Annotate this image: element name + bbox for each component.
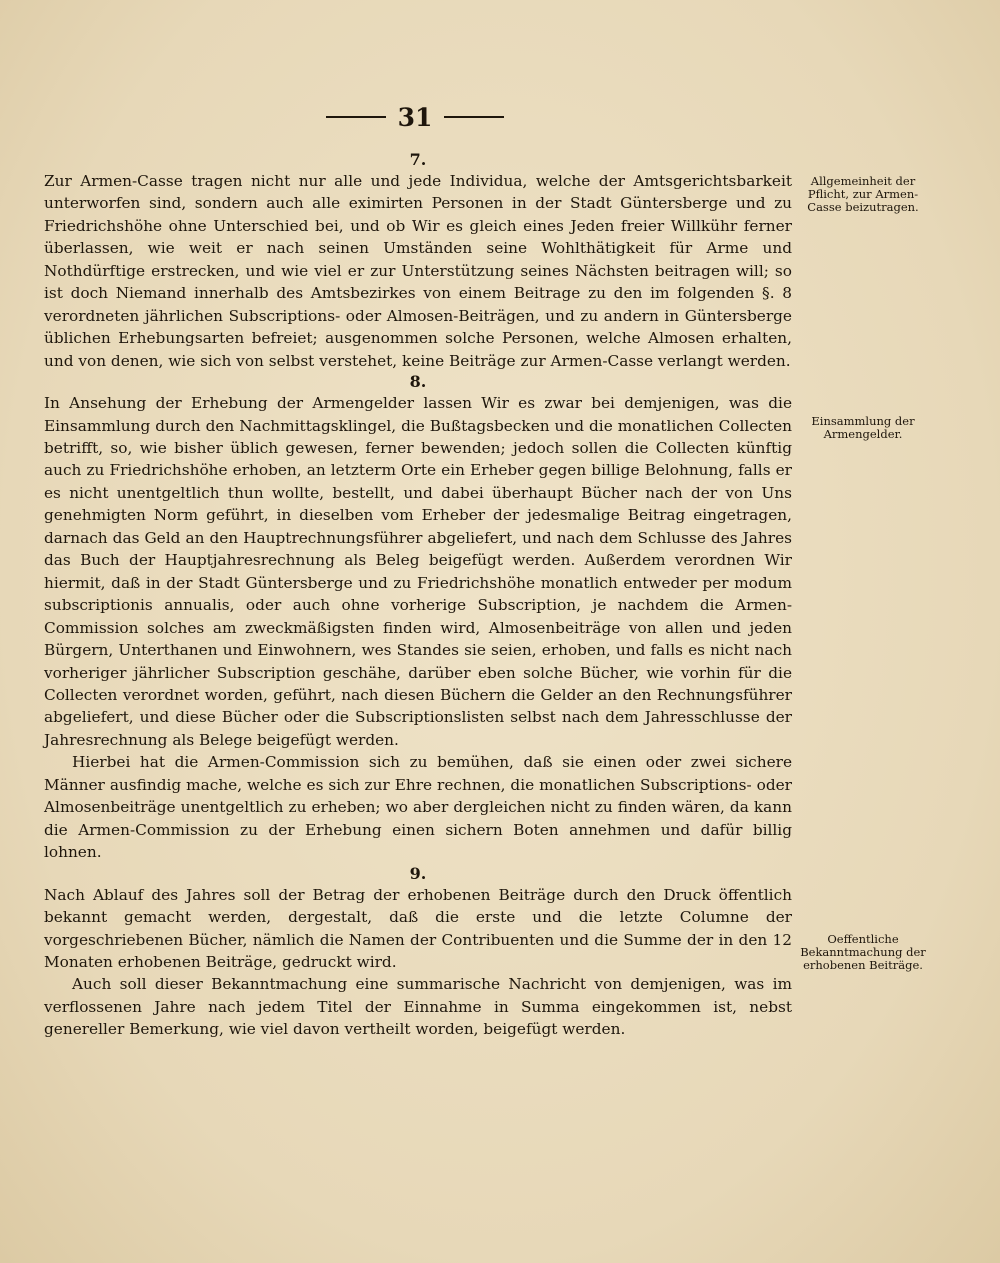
header-rule-right [444, 116, 504, 118]
page-header [300, 100, 530, 134]
header-rule-left [326, 116, 386, 118]
margin-note-section-8: Einsammlung der Armengelder. [811, 414, 915, 441]
section-number: 8. [409, 372, 427, 392]
paragraph: In Ansehung der Erhebung der Armengelder lassen Wir es zwar bei demjenigen, was die Einsammlung durch den Nachmittagsklingel, die Bußtagsbecken und die monatlichen Collecten betrifft, so, wie bisher üblich gewesen, ferner bewenden; jedoch sollen die Collecten künftig auch zu Friedrichshöhe erhoben, an letzterm Orte ein Erheber gegen billige Belohnung, falls er es nicht unentgeltlich thun wollte, bestellt, und dabei überhaupt Bücher nach der von Uns genehmigten Norm geführt, in dieselben vom Erheber der jedesmalige Beitrag eingetragen, darnach das Geld an den Hauptrechnungsführer abgeliefert, und nach dem Schlusse des Jahres das Buch der Hauptjahresrechnung als Beleg beigefügt werden. Außerdem verordnen Wir hiermit, daß in der Stadt Güntersberge und zu Friedrichshöhe monatlich entweder per modum subscriptionis annualis, oder auch ohne vorherige Subscription, je nachdem die Armen-Commission solches am zweckmäßigsten finden wird, Almosenbeiträge von allen und jeden Bürgern, Unterthanen und Einwohnern, wes Standes sie seien, erhoben, und falls es nicht nach vorheriger jährlicher Subscription geschähe, darüber eben solche Bücher, wie vorhin für die Collecten verordnet worden, geführt, nach diesen Büchern die Gelder an den Rechnungsführer abgeliefert, und diese Bücher oder die Subscriptionslisten selbst nach dem Jahresschlusse der Jahresrechnung als Belege beigefügt werden. [44, 394, 792, 749]
section-9 [44, 864, 792, 1041]
section-number: 9. [409, 863, 427, 883]
section-number: 7. [409, 150, 427, 169]
section-8 [44, 372, 792, 864]
margin-note-section-9: Oeffentliche Bekanntmachung der erhobenen Beiträge. [800, 932, 926, 972]
paragraph: Nach Ablauf des Jahres soll der Betrag der erhobenen Beiträge durch den Druck öffentlich bekannt gemacht werden, dergestalt, daß die erste und die letzte Columne der vorgeschriebenen Bücher, nämlich die Namen der Contribuenten und die Summe der in den 12 Monaten erhobenen Beiträge, gedruckt wird. [44, 885, 792, 971]
paragraph: Auch soll dieser Bekanntmachung eine summarische Nachricht von demjenigen, was im verflossenen Jahre nach jedem Titel der Einnahme in Summa eingekommen ist, nebst genereller Bemerkung, wie viel davon vertheilt worden, beigefügt werden. [44, 975, 792, 1039]
paragraph: Zur Armen-Casse tragen nicht nur alle und jede Individua, welche der Amtsgerichtsbarkeit unterworfen sind, sondern auch alle eximirten Personen in der Stadt Güntersberge und zu Friedrichshöhe ohne Unterschied bei, und ob Wir es gleich eines Jeden freier Willkühr ferner überlassen, wie weit er nach seinen Umständen seine Wohlthätigkeit für Arme und Nothdürftige erstrecken, und wie viel er zur Unterstützung seines Nächsten beitragen will; so ist doch Niemand innerhalb des Amtsbezirkes von einem Beitrage zu den im folgenden §. 8 verordneten jährlichen Subscriptions- oder Almosen-Beiträgen, und zu andern in Güntersberge üblichen Erhebungsarten befreiet; ausgenommen solche Personen, welche Almosen erhalten, und von denen, wie sich von selbst verstehet, keine Beiträge zur Armen-Casse verlangt werden. [44, 172, 792, 370]
paragraph: Hierbei hat die Armen-Commission sich zu bemühen, daß sie einen oder zwei sichere Männer ausfindig mache, welche es sich zur Ehre rechnen, die monatlichen Subscriptions- oder Almosenbeiträge unentgeltlich zu erheben; wo aber dergleichen nicht zu finden wären, da kann die Armen-Commission zu der Erhebung einen sichern Boten annehmen und dafür billig lohnen. [44, 753, 792, 862]
margin-note-section-7: Allgemeinheit der Pflicht, zur Armen-Casse beizutragen. [807, 174, 919, 214]
body-text [44, 150, 792, 1041]
section-7 [44, 150, 792, 372]
page-number: 31 [397, 102, 433, 132]
